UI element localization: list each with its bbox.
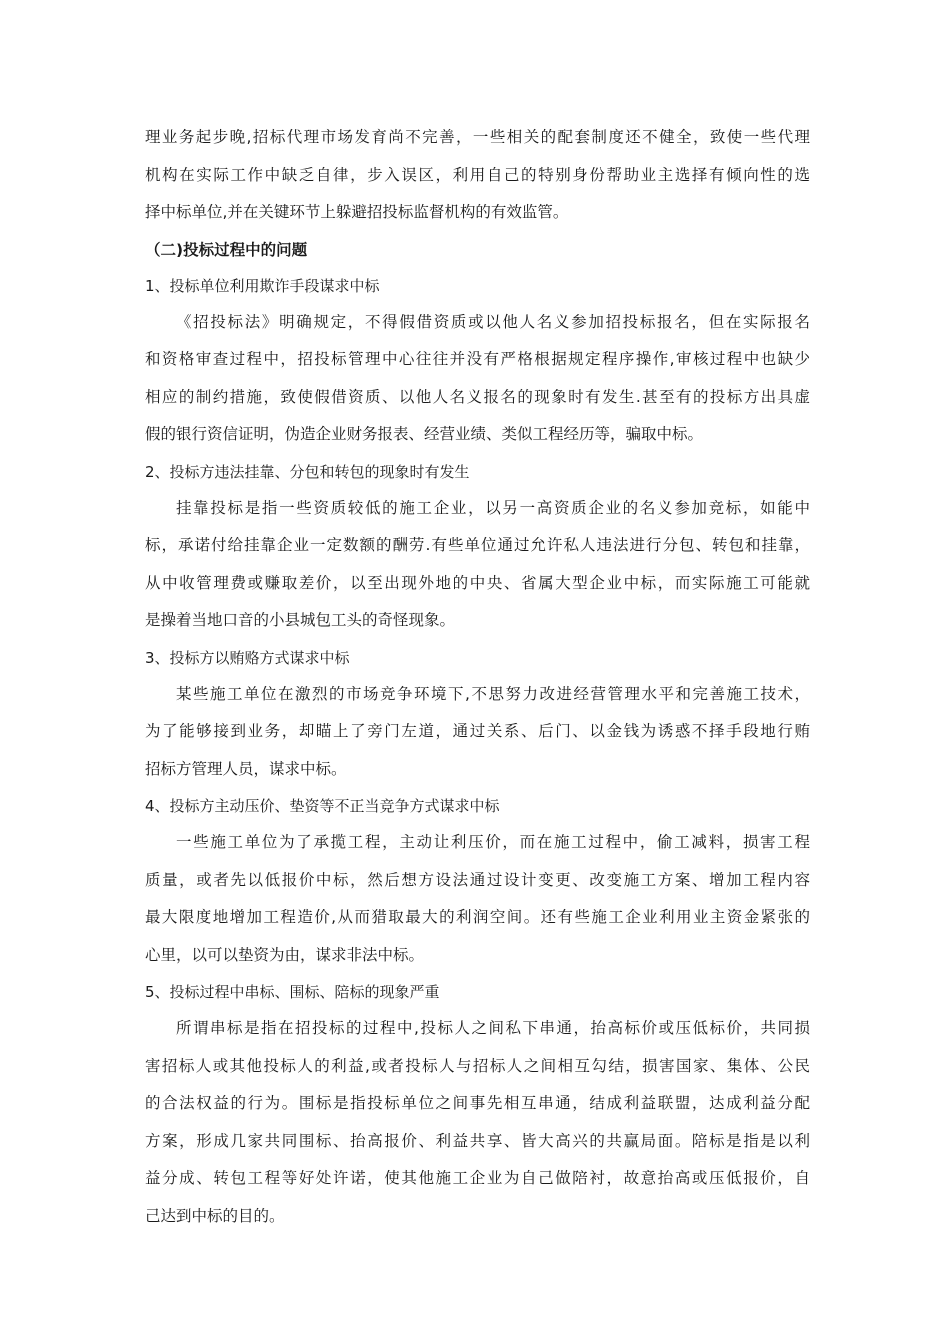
intro-paragraph [145, 119, 810, 232]
section-heading: （二)投标过程中的问题 [145, 240, 308, 259]
text-line: 最大限度地增加工程造价,从而猎取最大的利润空间。还有些施工企业利用业主资金紧张的 [145, 908, 810, 926]
text-line: 招标方管理人员，谋求中标。 [145, 759, 347, 778]
item-2 [145, 454, 810, 640]
text-line: 害招标人或其他投标人的利益,或者投标人与招标人之间相互勾结，损害国家、集体、公民 [145, 1056, 810, 1075]
text-line: 益分成、转包工程等好处许诺，使其他施工企业为自己做陪衬，故意抬高或压低报价，自 [145, 1169, 810, 1187]
text-line: 方案，形成几家共同围标、抬高报价、利益共享、皆大高兴的共赢局面。陪标是指是以利 [145, 1131, 810, 1150]
item-title: 1、投标单位利用欺诈手段谋求中标 [145, 276, 380, 295]
text-line: 的合法权益的行为。围标是指投标单位之间事先相互串通，结成利益联盟，达成利益分配 [145, 1094, 810, 1112]
item-5 [145, 974, 810, 1235]
item-title: 5、投标过程中串标、围标、陪标的现象严重 [145, 983, 440, 1001]
text-line: 机构在实际工作中缺乏自律，步入误区，利用自己的特别身份帮助业主选择有倾向性的选 [145, 165, 810, 184]
text-line: 己达到中标的目的。 [145, 1206, 285, 1225]
text-line: 理业务起步晚,招标代理市场发育尚不完善，一些相关的配套制度还不健全，致使一些代理 [145, 128, 810, 146]
item-3 [145, 640, 810, 789]
text-line: 某些施工单位在激烈的市场竞争环境下,不思努力改进经营管理水平和完善施工技术， [176, 684, 810, 703]
text-line: 是操着当地口音的小县城包工头的奇怪现象。 [145, 611, 456, 629]
text-line: 为了能够接到业务，却瞄上了旁门左道，通过关系、后门、以金钱为诱惑不择手段地行贿 [145, 722, 810, 740]
text-line: 从中收管理费或赚取差价，以至出现外地的中央、省属大型企业中标，而实际施工可能就 [145, 573, 810, 592]
item-title: 2、投标方违法挂靠、分包和转包的现象时有发生 [145, 462, 470, 481]
document-body [145, 119, 810, 1235]
text-line: 择中标单位,并在关键环节上躲避招投标监督机构的有效监管。 [145, 203, 569, 221]
text-line: 和资格审查过程中，招投标管理中心往往并没有严格根据规定程序操作,审核过程中也缺少 [145, 350, 810, 368]
item-title: 3、投标方以贿赂方式谋求中标 [145, 648, 350, 667]
text-line: 质量，或者先以低报价中标，然后想方设法通过设计变更、改变施工方案、增加工程内容 [145, 870, 810, 889]
item-title: 4、投标方主动压价、垫资等不正当竞争方式谋求中标 [145, 797, 500, 815]
item-4 [145, 788, 810, 974]
text-line: 标，承诺付给挂靠企业一定数额的酬劳.有些单位通过允许私人违法进行分包、转包和挂靠， [145, 536, 810, 554]
text-line: 《招投标法》明确规定，不得假借资质或以他人名义参加招投标报名，但在实际报名 [176, 312, 810, 331]
text-line: 假的银行资信证明，伪造企业财务报表、经营业绩、类似工程经历等，骗取中标。 [145, 425, 704, 443]
text-line: 相应的制约措施，致使假借资质、以他人名义报名的现象时有发生.甚至有的投标方出具虚 [145, 387, 810, 406]
text-line: 心里，以可以垫资为由，谋求非法中标。 [145, 945, 425, 964]
text-line: 挂靠投标是指一些资质较低的施工企业，以另一高资质企业的名义参加竞标，如能中 [176, 498, 810, 517]
text-line: 一些施工单位为了承揽工程，主动让利压价，而在施工过程中，偷工减料，损害工程 [176, 833, 810, 851]
item-1 [145, 268, 810, 454]
text-line: 所谓串标是指在招投标的过程中,投标人之间私下串通，抬高标价或压低标价，共同损 [176, 1019, 810, 1037]
